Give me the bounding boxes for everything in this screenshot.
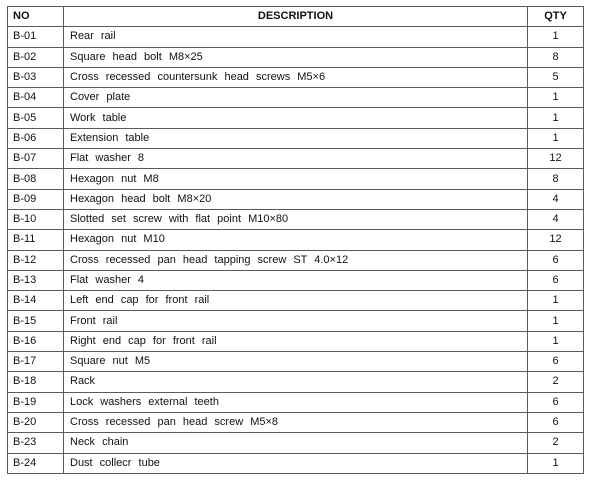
part-number-cell: B-14 [8,291,64,311]
part-number-cell: B-05 [8,108,64,128]
part-quantity-cell: 6 [528,392,584,412]
table-row [8,291,584,311]
part-quantity-cell: 4 [528,209,584,229]
part-quantity-cell: 6 [528,270,584,290]
part-description-cell: Front rail [64,311,528,331]
table-row [8,189,584,209]
part-quantity-cell: 1 [528,108,584,128]
part-quantity-cell: 1 [528,27,584,47]
part-description-cell: Hexagon head bolt M8×20 [64,189,528,209]
part-number-cell: B-09 [8,189,64,209]
part-description-cell: Work table [64,108,528,128]
part-quantity-cell: 4 [528,189,584,209]
part-quantity-cell: 1 [528,311,584,331]
part-description-cell: Rear rail [64,27,528,47]
table-row [8,169,584,189]
table-row [8,453,584,473]
table-row [8,128,584,148]
parts-list-table [7,6,584,474]
part-quantity-cell: 12 [528,149,584,169]
part-number-cell: B-10 [8,209,64,229]
table-row [8,412,584,432]
table-row [8,331,584,351]
part-description-cell: Hexagon nut M10 [64,230,528,250]
part-description-cell: Flat washer 4 [64,270,528,290]
part-quantity-cell: 1 [528,291,584,311]
header-description: DESCRIPTION [64,7,528,27]
part-number-cell: B-18 [8,372,64,392]
part-description-cell: Square nut M5 [64,352,528,372]
part-number-cell: B-16 [8,331,64,351]
part-description-cell: Right end cap for front rail [64,331,528,351]
part-number-cell: B-08 [8,169,64,189]
header-no: NO [8,7,64,27]
table-row [8,433,584,453]
part-quantity-cell: 6 [528,352,584,372]
part-description-cell: Left end cap for front rail [64,291,528,311]
part-description-cell: Lock washers external teeth [64,392,528,412]
part-quantity-cell: 2 [528,372,584,392]
part-number-cell: B-12 [8,250,64,270]
part-number-cell: B-19 [8,392,64,412]
part-description-cell: Cover plate [64,88,528,108]
table-row [8,392,584,412]
parts-table-body [8,27,584,474]
part-description-cell: Cross recessed countersunk head screws M5×6 [64,67,528,87]
part-description-cell: Hexagon nut M8 [64,169,528,189]
table-row [8,47,584,67]
part-description-cell: Cross recessed pan head screw M5×8 [64,412,528,432]
part-description-cell: Rack [64,372,528,392]
part-number-cell: B-23 [8,433,64,453]
table-row [8,250,584,270]
part-quantity-cell: 8 [528,169,584,189]
part-quantity-cell: 5 [528,67,584,87]
table-row [8,67,584,87]
part-description-cell: Dust collecr tube [64,453,528,473]
part-number-cell: B-06 [8,128,64,148]
part-quantity-cell: 6 [528,250,584,270]
part-quantity-cell: 1 [528,128,584,148]
part-description-cell: Cross recessed pan head tapping screw ST 4.0×12 [64,250,528,270]
table-row [8,270,584,290]
table-row [8,108,584,128]
part-quantity-cell: 1 [528,88,584,108]
part-quantity-cell: 8 [528,47,584,67]
part-quantity-cell: 1 [528,331,584,351]
part-number-cell: B-02 [8,47,64,67]
table-row [8,209,584,229]
part-description-cell: Slotted set screw with flat point M10×80 [64,209,528,229]
part-quantity-cell: 1 [528,453,584,473]
part-description-cell: Square head bolt M8×25 [64,47,528,67]
table-row [8,372,584,392]
part-number-cell: B-17 [8,352,64,372]
table-row [8,27,584,47]
table-row [8,311,584,331]
part-number-cell: B-03 [8,67,64,87]
part-description-cell: Extension table [64,128,528,148]
table-row [8,230,584,250]
part-quantity-cell: 12 [528,230,584,250]
part-description-cell: Flat washer 8 [64,149,528,169]
part-description-cell: Neck chain [64,433,528,453]
table-row [8,352,584,372]
part-quantity-cell: 6 [528,412,584,432]
part-number-cell: B-13 [8,270,64,290]
part-number-cell: B-04 [8,88,64,108]
part-number-cell: B-07 [8,149,64,169]
part-number-cell: B-11 [8,230,64,250]
part-number-cell: B-01 [8,27,64,47]
part-number-cell: B-20 [8,412,64,432]
table-row [8,149,584,169]
table-header-row [8,7,584,27]
part-number-cell: B-15 [8,311,64,331]
header-qty: QTY [528,7,584,27]
part-quantity-cell: 2 [528,433,584,453]
part-number-cell: B-24 [8,453,64,473]
table-row [8,88,584,108]
